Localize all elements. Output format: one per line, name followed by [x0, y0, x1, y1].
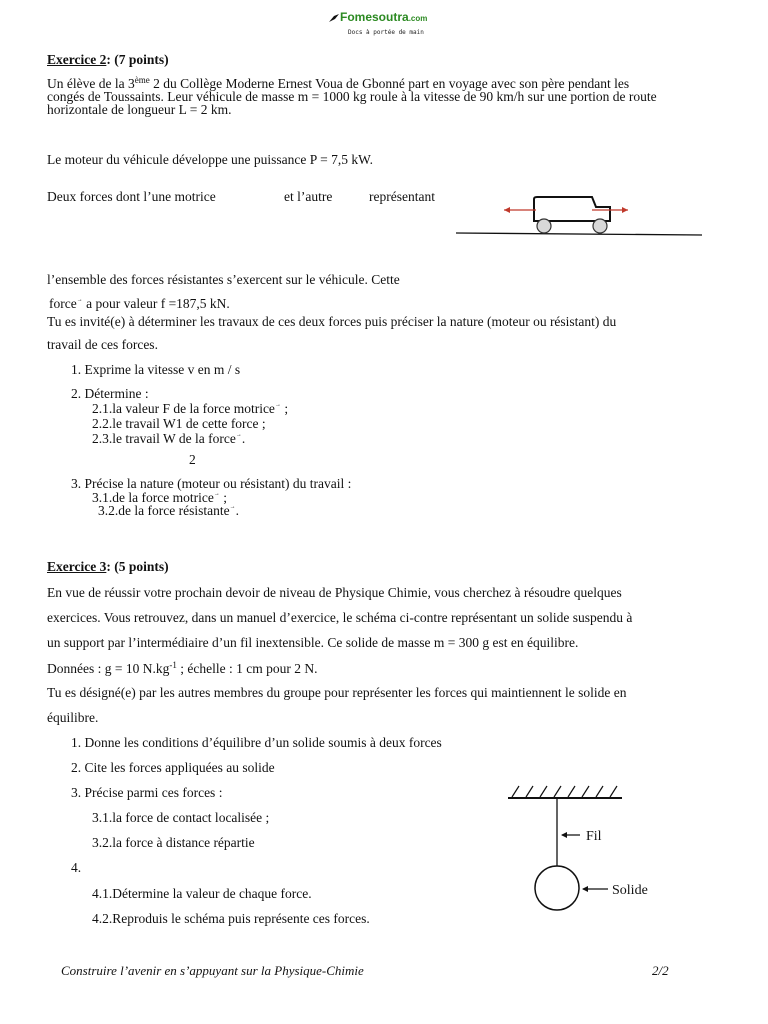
ex3-data-b: ; échelle : 1 cm pour 2 N. [176, 661, 318, 676]
logo-suffix: .com [408, 14, 428, 23]
ex3-heading [47, 559, 169, 575]
rear-wheel [537, 219, 551, 233]
ex2-q3-2: 3.2.de la force résistante→. [98, 503, 239, 518]
ex3-data-sup: -1 [169, 660, 177, 670]
ex2-intro-l1b: 2 du Collège Moderne Ernest Voua de Gbonné part en voyage avec son père pendant les [149, 76, 630, 91]
ex2-q3-1a: 3.1.de la force motrice [92, 490, 214, 505]
site-logo [328, 10, 440, 40]
label-fil: Fil [586, 829, 602, 844]
ex3-q1: 1. Donne les conditions d’équilibre d’un solide soumis à deux forces [71, 735, 442, 750]
ex2-q2: 2. Détermine : [71, 386, 149, 401]
ex3-q4-1: 4.1.Détermine la valeur de chaque force. [92, 886, 312, 901]
ex3-q3-1: 3.1.la force de contact localisée ; [92, 810, 270, 825]
front-wheel [593, 219, 607, 233]
suspended-solid-diagram [500, 780, 680, 920]
logo-tagline: Docs à portée de main [348, 29, 424, 36]
ex2-points: : (7 points) [106, 52, 169, 67]
ex2-q2-1: 2.1.la valeur F de la force motrice→ ; [92, 401, 289, 416]
ex2-force-val-a: force [49, 296, 77, 311]
ex2-q2-3a: 2.3.le travail W de la force [92, 431, 236, 446]
support-hatching [512, 786, 617, 797]
solide-pointer-head [582, 886, 588, 892]
ex2-power: Le moteur du véhicule développe une puissance P = 7,5 kW. [47, 152, 374, 167]
ex3-task-line1: Tu es désigné(e) par les autres membres du groupe pour représenter les forces qui maintiennent le solide en [47, 685, 627, 700]
ex2-intro-line3: horizontale de longueur L = 2 km. [47, 102, 232, 117]
ex2-q2-3: 2.3.le travail W de la force→. [92, 431, 246, 446]
ex2-q3-2b: . [235, 503, 239, 518]
ex3-task-line2: équilibre. [47, 710, 99, 725]
solid-ball [535, 866, 579, 910]
footer-page-number: 2/2 [652, 963, 669, 978]
ex2-q2-subscript: 2 [189, 452, 196, 467]
footer-motto: Construire l’avenir en s’appuyant sur la Physique-Chimie [61, 963, 364, 978]
road-line [456, 233, 702, 235]
ex2-q3-1b: ; [219, 490, 227, 505]
ex2-intro-l1a: Un élève de la 3 [47, 76, 135, 91]
ex2-forces-b: et l’autre [284, 189, 333, 204]
ex3-q2: 2. Cite les forces appliquées au solide [71, 760, 275, 775]
ex2-invite-line2: travail de ces forces. [47, 337, 158, 352]
ex2-q3: 3. Précise la nature (moteur ou résistant) du travail : [71, 476, 352, 491]
label-solide: Solide [612, 883, 648, 898]
resistive-force-arrowhead [504, 207, 510, 213]
ex2-force-value: force→ a pour valeur f =187,5 kN. [49, 296, 230, 311]
ex3-para-line1: En vue de réussir votre prochain devoir de niveau de Physique Chimie, vous cherchez à résoudre quelques [47, 585, 622, 600]
vehicle-body [534, 197, 610, 221]
ex2-forces-a: Deux forces dont l’une motrice [47, 189, 216, 204]
ex2-q2-1a: 2.1.la valeur F de la force motrice [92, 401, 275, 416]
ex2-invite-line1: Tu es invité(e) à déterminer les travaux de ces deux forces puis préciser la nature (moteur ou résistant) du [47, 314, 617, 329]
fil-pointer-head [561, 832, 567, 838]
ex2-q2-3b: . [241, 431, 246, 446]
ex3-title: Exercice 3 [47, 559, 107, 574]
ex3-data [47, 661, 317, 677]
ex2-q2-2: 2.2.le travail W1 de cette force ; [92, 416, 266, 431]
ex3-points: : (5 points) [106, 559, 169, 574]
ex2-q3-1: 3.1.de la force motrice→ ; [92, 490, 227, 505]
ex2-intro-line2: congés de Toussaints. Leur véhicule de masse m = 1000 kg roule à la vitesse de 90 km/h sur une portion de route [47, 89, 657, 104]
ex3-data-a: Données : g = 10 N.kg [47, 661, 170, 676]
vehicle-diagram [452, 185, 708, 241]
ex2-resist: l’ensemble des forces résistantes s’exercent sur le véhicule. Cette [47, 272, 400, 287]
ex2-title: Exercice 2 [47, 52, 107, 67]
ex2-force-val-b: a pour valeur f =187,5 kN. [82, 296, 230, 311]
ex3-q3-2: 3.2.la force à distance répartie [92, 835, 255, 850]
ex2-heading [47, 52, 169, 68]
ex3-q4: 4. [71, 860, 82, 875]
ex2-intro-sup: ème [134, 75, 150, 85]
ex2-q1: 1. Exprime la vitesse v en m / s [71, 362, 241, 377]
ex3-q4-2: 4.2.Reproduis le schéma puis représente ces forces. [92, 911, 370, 926]
ex3-para-line3: un support par l’intermédiaire d’un fil inextensible. Ce solide de masse m = 300 g est en équilibre. [47, 635, 579, 650]
logo-swoosh-icon [328, 13, 340, 23]
ex2-q2-1b: ; [280, 401, 289, 416]
ex3-para-line2: exercices. Vous retrouvez, dans un manuel d’exercice, le schéma ci-contre représentant un solide suspendu à [47, 610, 633, 625]
driving-force-arrowhead [622, 207, 628, 213]
logo-name: Fomesoutra [340, 10, 409, 24]
ex2-forces-c: représentant [369, 189, 435, 204]
ex2-q3-2a: 3.2.de la force résistante [98, 503, 230, 518]
ex3-q3: 3. Précise parmi ces forces : [71, 785, 223, 800]
